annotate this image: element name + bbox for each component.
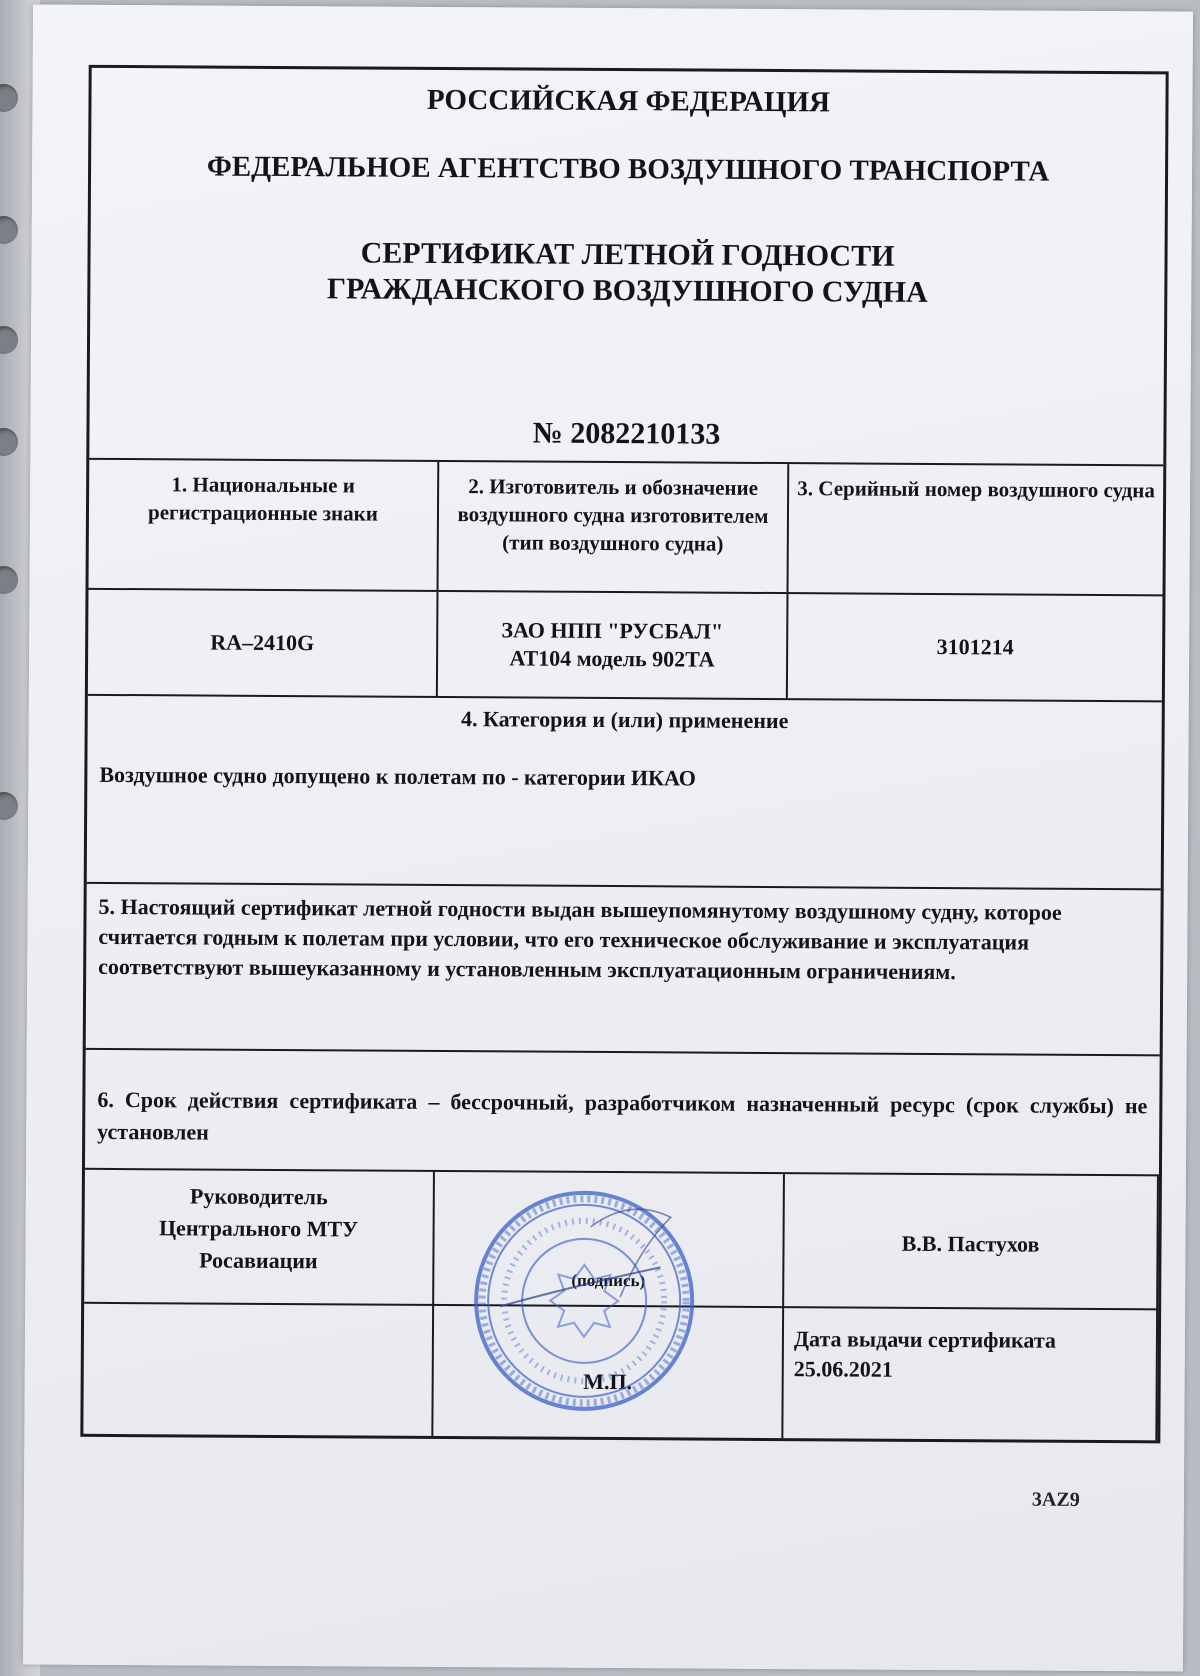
seal-label: М.П. — [583, 1368, 633, 1395]
country-title: РОССИЙСКАЯ ФЕДЕРАЦИЯ — [426, 83, 831, 119]
signature-label: (подпись) — [571, 1270, 646, 1291]
issue-date-block — [794, 1324, 1056, 1386]
category-text: Воздушное судно допущено к полетам по - категории ИКАО — [99, 761, 696, 791]
punch-hole — [0, 428, 18, 456]
category-title: 4. Категория и (или) применение — [460, 706, 789, 734]
official-stamp-seal — [469, 1186, 698, 1415]
punch-hole — [0, 792, 18, 820]
signer-position-cell — [83, 1170, 435, 1436]
certificate-header — [89, 68, 1165, 467]
punch-hole — [0, 566, 18, 594]
head-serial: 3. Серийный номер воздушного судна — [797, 476, 1156, 503]
certificate-frame — [80, 65, 1168, 1444]
certificate-paper — [23, 4, 1193, 1671]
signer-position — [84, 1180, 433, 1278]
value-serial: 3101214 — [936, 634, 1014, 660]
punch-hole — [0, 84, 18, 112]
value-registration: RA–2410G — [88, 590, 439, 696]
issue-date: 25.06.2021 — [793, 1356, 893, 1382]
section-category — [87, 696, 1162, 891]
position-line1: Руководитель — [189, 1183, 328, 1210]
form-code: 3AZ9 — [1031, 1488, 1080, 1511]
punch-hole — [0, 216, 18, 244]
table-header-row — [89, 460, 1164, 597]
document-title — [90, 234, 1164, 313]
head-manufacturer: 2. Изготовитель и обозначение воздушного судна изготовителем (тип воздушного судна) — [439, 462, 790, 592]
value-manufacturer — [438, 592, 789, 698]
head-registration: 1. Национальные и регистрационные знаки — [89, 460, 440, 590]
position-line3: Росавиации — [199, 1247, 318, 1274]
section-validity-term: 6. Срок действия сертификата – бессрочный, разработчиком назначенный ресурс (срок службы) не установлен — [85, 1050, 1160, 1177]
table-value-row — [88, 590, 1163, 703]
manufacturer-line1: ЗАО НПП "РУСБАЛ" — [501, 617, 724, 644]
signer-name-cell — [783, 1174, 1159, 1440]
signer-name: В.В. Пастухов — [901, 1230, 1040, 1257]
signature-block — [83, 1170, 1159, 1441]
issue-date-label: Дата выдачи сертификата — [793, 1326, 1057, 1353]
section-validity-statement: 5. Настоящий сертификат летной годности выдан вышеупомянутому воздушному судну, которое считается годным к полетам при условии, что его техническое обслуживание и эксплуатация соответствуют вышеуказанному и установленным эксплуатационным ограничениям. — [86, 884, 1161, 1057]
position-line2: Центрального МТУ — [158, 1215, 359, 1242]
agency-title: ФЕДЕРАЛЬНОЕ АГЕНТСТВО ВОЗДУШНОГО ТРАНСПОРТА — [206, 150, 1050, 188]
punch-hole — [0, 326, 18, 354]
document-title-line2: ГРАЖДАНСКОГО ВОЗДУШНОГО СУДНА — [326, 272, 928, 309]
certificate-number: № 2082210133 — [532, 416, 721, 451]
document-title-line1: СЕРТИФИКАТ ЛЕТНОЙ ГОДНОСТИ — [360, 236, 895, 273]
manufacturer-line2: АТ104 модель 902ТА — [509, 645, 715, 672]
